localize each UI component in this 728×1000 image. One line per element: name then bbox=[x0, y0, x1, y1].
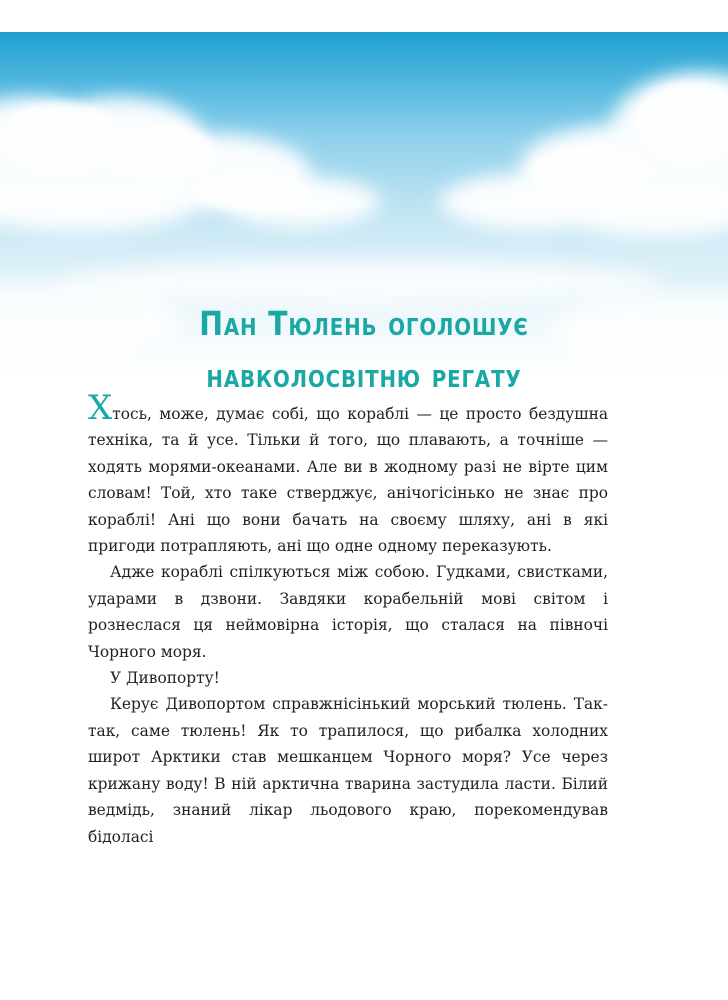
paragraph-1-text: тось, може, думає собі, що кораблі — це просто бездушна техніка, та й усе. Тільки й того, що плавають, а точніше — ходять морями-океанами. Але ви в жодному разі не вірте цим словам! Той, хто таке стверджує, анічогісінько не знає про кораблі! Ані що вони бачать на своєму шляху, ані в які пригоди потрапляють, ані що одне одному переказують. bbox=[88, 405, 608, 556]
body-text bbox=[88, 388, 608, 850]
paragraph-4: Керує Дивопортом справжнісінький морський тюлень. Так-так, саме тюлень! Як то трапилося, що рибалка холодних широт Арктики став мешканцем Чорного моря? Усе через крижану воду! В ній арктична тварина застудила ласти. Білий ведмідь, знаний лікар льодового краю, порекомендував бідоласі bbox=[88, 695, 608, 846]
chapter-title bbox=[51, 298, 677, 402]
chapter-title-line-2: навколосвітню регату bbox=[206, 356, 522, 396]
drop-cap: Х bbox=[88, 388, 113, 428]
chapter-title-line-1: Пан Тюлень оголошує bbox=[199, 304, 529, 344]
paragraph-1 bbox=[88, 388, 608, 559]
paragraph-3: У Дивопорту! bbox=[110, 669, 220, 688]
paragraph-2: Адже кораблі спілкуються між собою. Гудками, свистками, ударами в дзвони. Завдяки корабельній мові світом і рознеслася ця неймовірна історія, що сталася на півночі Чорного моря. bbox=[88, 563, 608, 661]
